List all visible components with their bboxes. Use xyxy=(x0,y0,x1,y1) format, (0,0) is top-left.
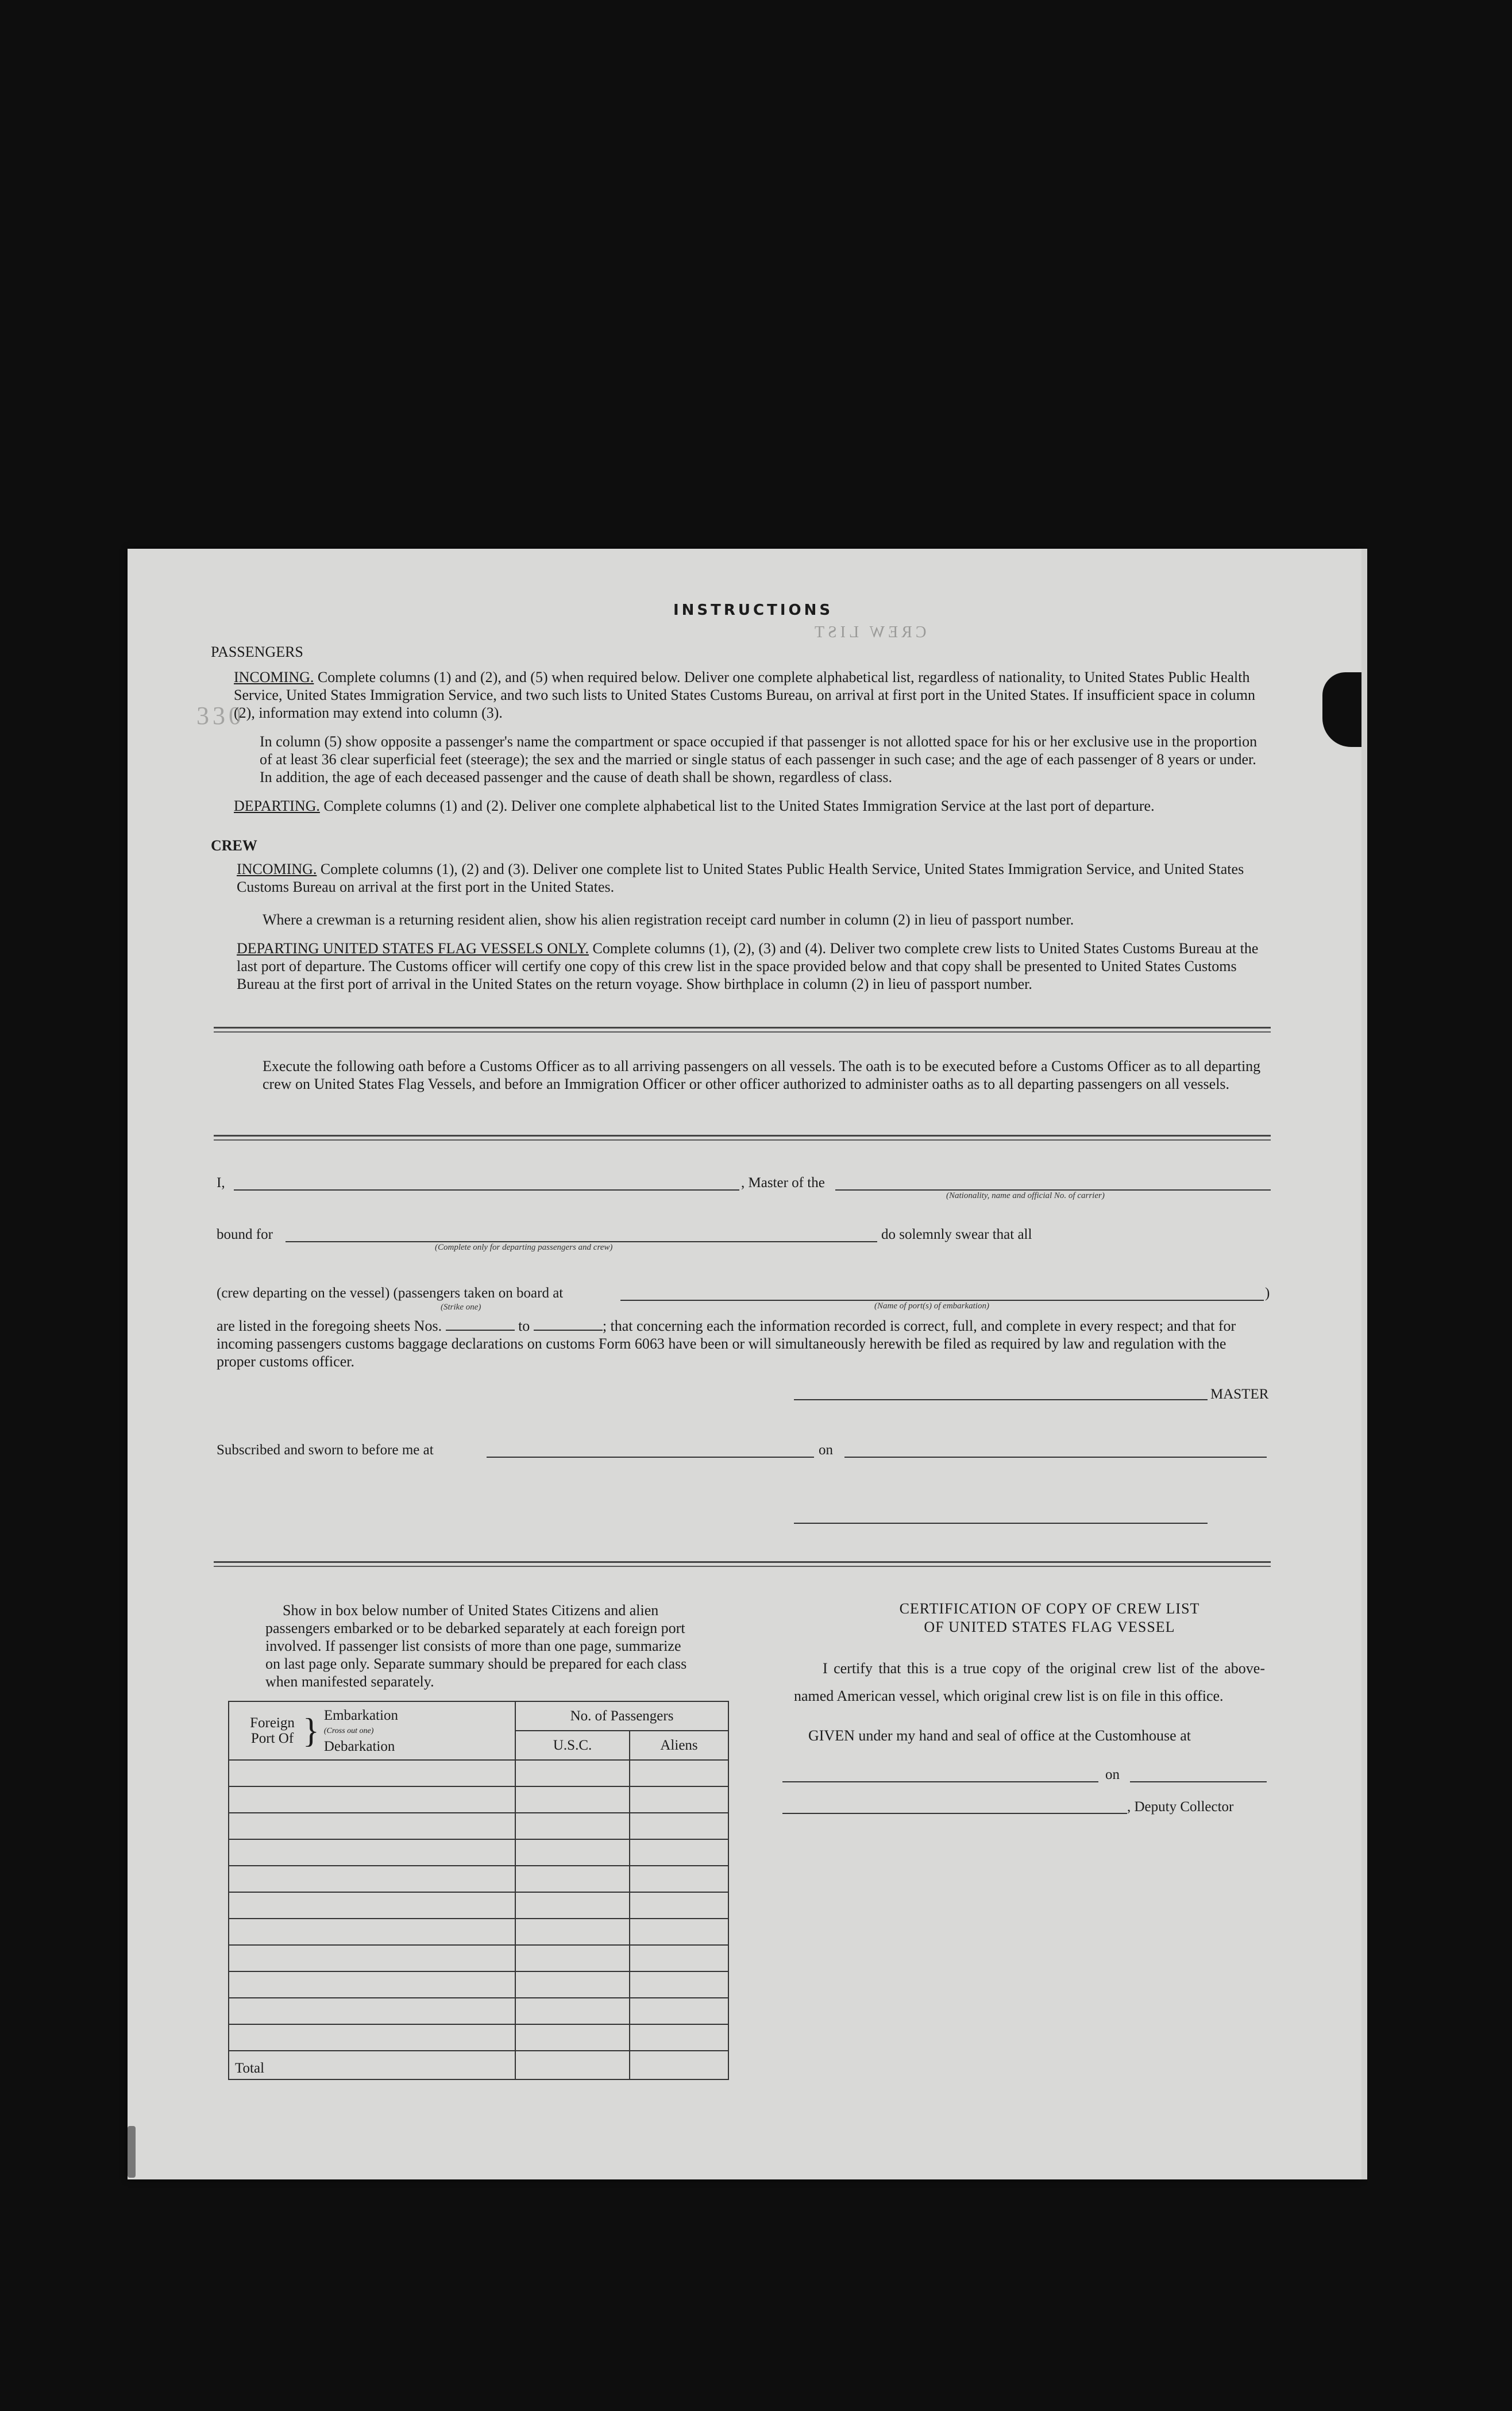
passengers-column5: In column (5) show opposite a passenger's name the compartment or space occupied if that passenger is not allotted space for his or her exclusive use in the proportion of at least 36 clear superficial feet (steerage); the sex and the married or single status of each passenger in such case; and the age of each passenger of 8 years or under. In addition, the age of each deceased passenger and the cause of death shall be shown, regardless of class. xyxy=(260,733,1258,785)
passengers-incoming-text: Complete columns (1) and (2), and (5) when required below. Deliver one complete alphabetical list, regardless of nationality, to United States Public Health Service, United States Immigration Service, and two such lists to United States Customs Bureau, on arrival at first port in the United States. If insufficient space in column (2), information may extend into column (3). xyxy=(234,669,1256,721)
usc-header: U.S.C. xyxy=(515,1731,630,1760)
port-cell[interactable] xyxy=(229,1813,515,1839)
usc-cell[interactable] xyxy=(515,1813,630,1839)
nationality-caption: (Nationality, name and official No. of carrier) xyxy=(946,1191,1105,1200)
crew-passengers-label: (crew departing on the vessel) (passengers taken on board at xyxy=(217,1285,564,1301)
sworn-place-field[interactable] xyxy=(487,1457,814,1458)
debarkation-label: Debarkation xyxy=(323,1738,395,1754)
instructions-title: INSTRUCTIONS xyxy=(673,602,834,619)
document-page xyxy=(128,549,1361,2179)
crew-resident: Where a crewman is a returning resident alien, show his alien registration receipt card number in column (2) in lieu of passport number. xyxy=(263,911,1074,928)
sheets-statement-text: ; that concerning each the information recorded is correct, full, and complete in every respect; and that for incoming passengers customs baggage declarations on customs Form 6063 have been or will simultaneously herewith be filed as required by law and regulation with the proper customs officer. xyxy=(217,1318,1236,1370)
total-label: Total xyxy=(229,2051,515,2079)
port-cell[interactable] xyxy=(229,1998,515,2024)
embarkation-ports-field[interactable] xyxy=(620,1300,1264,1301)
bleed-mirror-text: CREW LIST xyxy=(811,623,927,641)
passengers-departing-text: Complete columns (1) and (2). Deliver one complete alphabetical list to the United States Immigration Service at the last port of departure. xyxy=(323,798,1155,814)
section-rule-2 xyxy=(214,1135,1271,1137)
embarkation-label: Embarkation xyxy=(323,1707,398,1723)
passengers-departing-label: DEPARTING. xyxy=(234,798,320,814)
swear-label: do solemnly swear that all xyxy=(881,1227,1032,1242)
usc-cell[interactable] xyxy=(515,1919,630,1945)
sheets-to-label: to xyxy=(518,1318,530,1334)
aliens-cell[interactable] xyxy=(630,1919,728,1945)
section-rule-2b xyxy=(214,1139,1271,1141)
aliens-cell[interactable] xyxy=(630,1839,728,1866)
sheets-statement xyxy=(217,1317,1268,1370)
oath-intro: Execute the following oath before a Customs Officer as to all arriving passengers on all vessels. The oath is to be executed before a Customs Officer as to all departing crew on United States Flag Vessels, and before an Immigration Officer or other officer authorized to administer oaths as to all departing passengers on all vessels. xyxy=(263,1058,1261,1092)
master-label: MASTER xyxy=(1210,1386,1269,1402)
total-aliens-cell[interactable] xyxy=(630,2051,728,2079)
usc-cell[interactable] xyxy=(515,1839,630,1866)
passengers-heading: PASSENGERS xyxy=(211,644,303,660)
section-rule-3 xyxy=(214,1561,1271,1563)
summary-row xyxy=(229,1813,728,1839)
port-cell[interactable] xyxy=(229,1892,515,1919)
aliens-cell[interactable] xyxy=(630,1998,728,2024)
aliens-cell[interactable] xyxy=(630,1971,728,1998)
port-cell[interactable] xyxy=(229,1919,515,1945)
usc-cell[interactable] xyxy=(515,2024,630,2051)
cert-date-field[interactable] xyxy=(1130,1781,1267,1782)
passengers-departing xyxy=(234,797,1262,815)
port-cell[interactable] xyxy=(229,1866,515,1892)
crew-flag-text: Complete columns (1), (2), (3) and (4). Deliver two complete crew lists to United States Customs Bureau at the last port of departure. The Customs officer will certify one copy of this crew list in the space provided below and that copy shall be presented to United States Customs Bureau at the first port of arrival in the United States on the return voyage. Show birthplace in column (2) in lieu of passport number. xyxy=(237,940,1259,992)
section-rule-1b xyxy=(214,1031,1271,1033)
port-cell[interactable] xyxy=(229,1839,515,1866)
crew-flag-label: DEPARTING UNITED STATES FLAG VESSELS ONLY. xyxy=(237,940,589,957)
port-cell[interactable] xyxy=(229,1945,515,1971)
certification-title-1: CERTIFICATION OF COPY OF CREW LIST xyxy=(899,1600,1200,1617)
binding-clip xyxy=(128,2126,136,2178)
usc-cell[interactable] xyxy=(515,1971,630,1998)
usc-cell[interactable] xyxy=(515,1760,630,1786)
aliens-cell[interactable] xyxy=(630,1892,728,1919)
usc-cell[interactable] xyxy=(515,1998,630,2024)
usc-cell[interactable] xyxy=(515,1866,630,1892)
departing-caption: (Complete only for departing passengers and crew) xyxy=(435,1243,613,1252)
oath-i-label: I, xyxy=(217,1175,225,1191)
crew-incoming xyxy=(237,860,1262,896)
bound-for-field[interactable] xyxy=(286,1241,877,1242)
summary-header-row xyxy=(229,1701,728,1731)
usc-cell[interactable] xyxy=(515,1786,630,1813)
summary-total-row xyxy=(229,2051,728,2079)
aliens-cell[interactable] xyxy=(630,1760,728,1786)
port-cell[interactable] xyxy=(229,1971,515,1998)
aliens-cell[interactable] xyxy=(630,2024,728,2051)
sworn-on-label: on xyxy=(819,1442,833,1458)
sworn-officer-field[interactable] xyxy=(794,1523,1208,1524)
port-cell[interactable] xyxy=(229,1786,515,1813)
brace-icon: } xyxy=(303,1712,319,1750)
section-rule-1 xyxy=(214,1027,1271,1029)
certify-text: I certify that this is a true copy of the original crew list of the above-named American vessel, which original crew list is on file in this office. xyxy=(794,1660,1265,1704)
crew-heading: CREW xyxy=(211,837,257,854)
aliens-cell[interactable] xyxy=(630,1866,728,1892)
sheet-to-field[interactable] xyxy=(534,1330,603,1331)
summary-row xyxy=(229,1866,728,1892)
port-header-cell xyxy=(229,1701,515,1760)
aliens-cell[interactable] xyxy=(630,1786,728,1813)
master-of-the-label: , Master of the xyxy=(741,1175,825,1191)
strike-caption: (Strike one) xyxy=(441,1303,481,1312)
aliens-cell[interactable] xyxy=(630,1945,728,1971)
ports-caption: (Name of port(s) of embarkation) xyxy=(874,1301,989,1311)
bleed-stamp-number: 330 xyxy=(196,702,245,730)
summary-row xyxy=(229,2024,728,2051)
summary-row xyxy=(229,1839,728,1866)
crew-flag-vessels xyxy=(237,939,1262,993)
passenger-summary-table xyxy=(228,1701,729,2080)
master-signature-field[interactable] xyxy=(794,1399,1208,1400)
no-of-passengers-header: No. of Passengers xyxy=(515,1701,728,1731)
vessel-field[interactable] xyxy=(835,1189,1271,1191)
summary-row xyxy=(229,1892,728,1919)
subscribed-label: Subscribed and sworn to before me at xyxy=(217,1442,434,1458)
aliens-cell[interactable] xyxy=(630,1813,728,1839)
port-cell[interactable] xyxy=(229,1760,515,1786)
total-usc-cell[interactable] xyxy=(515,2051,630,2079)
sheets-label: are listed in the foregoing sheets Nos. xyxy=(217,1318,442,1334)
cross-out-caption: (Cross out one) xyxy=(323,1726,374,1735)
close-paren: ) xyxy=(1265,1285,1270,1301)
sheet-from-field[interactable] xyxy=(446,1330,515,1331)
deputy-signature-field[interactable] xyxy=(782,1813,1127,1814)
summary-row xyxy=(229,1998,728,2024)
sworn-date-field[interactable] xyxy=(844,1457,1267,1458)
summary-row xyxy=(229,1971,728,1998)
aliens-header: Aliens xyxy=(630,1731,728,1760)
port-cell[interactable] xyxy=(229,2024,515,2051)
master-name-field[interactable] xyxy=(234,1189,739,1191)
bound-for-label: bound for xyxy=(217,1227,273,1242)
crew-incoming-label: INCOMING. xyxy=(237,861,317,877)
summary-instructions: Show in box below number of United States Citizens and alien passengers embarked or to be debarked separately at each foreign port involved. If passenger list consists of more than one page, summarize on last page only. Separate summary should be prepared for each class when manifested separately. xyxy=(265,1602,687,1690)
section-rule-3b xyxy=(214,1566,1271,1567)
usc-cell[interactable] xyxy=(515,1945,630,1971)
foreign-port-of-label: Foreign Port Of xyxy=(250,1715,295,1746)
passengers-incoming xyxy=(234,668,1262,722)
summary-row xyxy=(229,1919,728,1945)
deputy-collector-label: , Deputy Collector xyxy=(1127,1799,1234,1815)
summary-row xyxy=(229,1760,728,1786)
given-text: GIVEN under my hand and seal of office at the Customhouse at xyxy=(808,1727,1191,1744)
usc-cell[interactable] xyxy=(515,1892,630,1919)
customhouse-field[interactable] xyxy=(782,1781,1098,1782)
page-edge xyxy=(1361,549,1367,2179)
passengers-incoming-label: INCOMING. xyxy=(234,669,314,685)
summary-row xyxy=(229,1786,728,1813)
cert-on-label: on xyxy=(1105,1767,1120,1782)
certification-title-2: OF UNITED STATES FLAG VESSEL xyxy=(924,1619,1175,1635)
crew-incoming-text: Complete columns (1), (2) and (3). Deliver one complete list to United States Public Health Service, United States Immigration Service, and United States Customs Bureau on arrival at the first port in the United States. xyxy=(237,861,1244,895)
summary-row xyxy=(229,1945,728,1971)
